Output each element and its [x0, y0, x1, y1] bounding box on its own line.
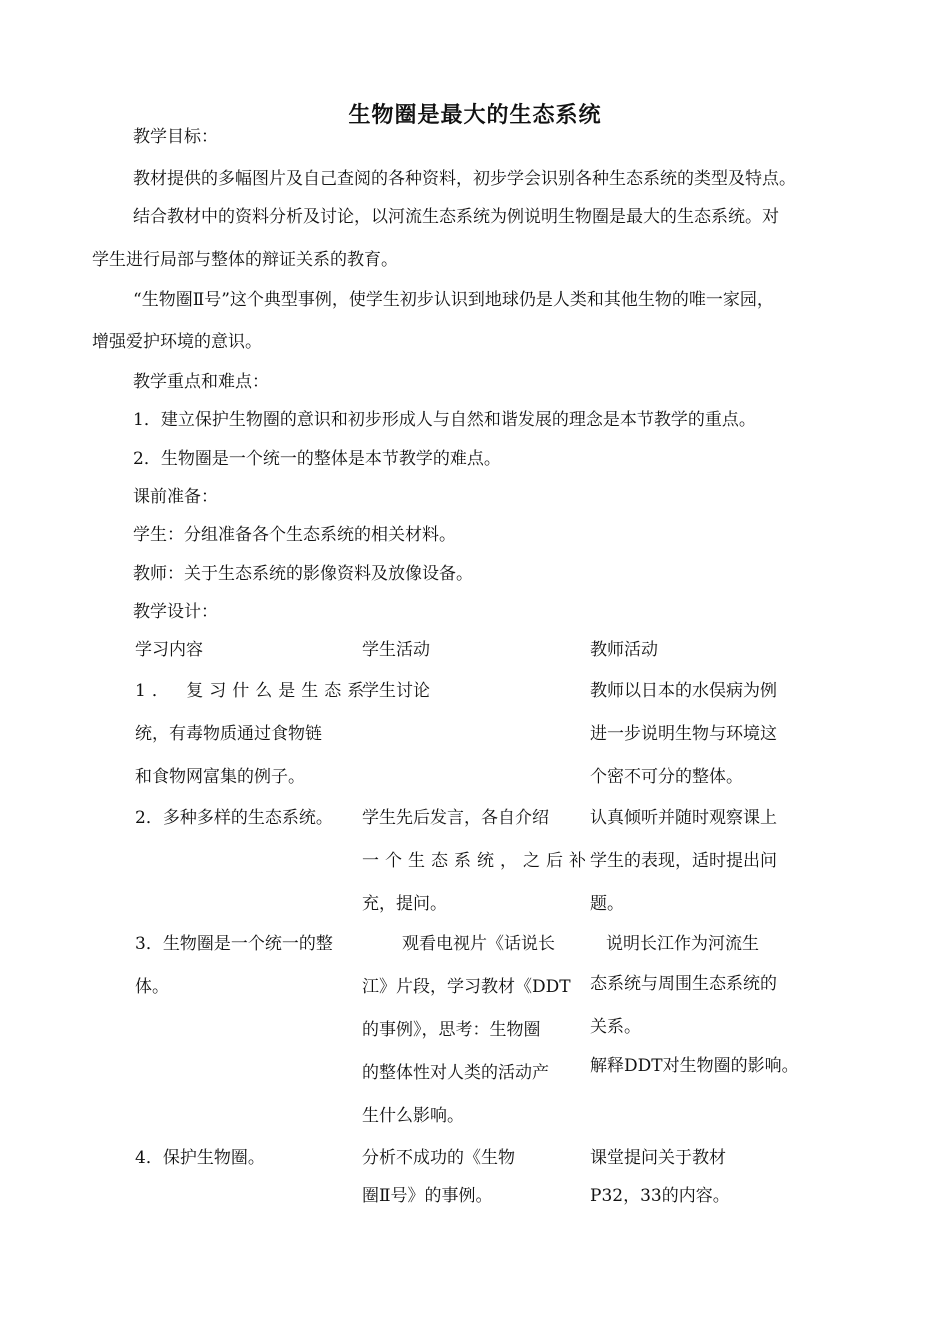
row1-content-line-3: 和食物网富集的例子。 [135, 767, 305, 787]
row1-student-line-1: 学生讨论 [362, 681, 430, 701]
row2-teacher-line-1: 认真倾听并随时观察课上 [590, 808, 777, 828]
row3-teacher-line-3: 关系。 [590, 1017, 641, 1037]
row1-content-line-1: 1． 复习什么是生态系 [135, 681, 371, 701]
key-point-2: 2．生物圈是一个统一的整体是本节教学的难点。 [133, 449, 501, 469]
key-points-heading: 教学重点和难点： [133, 372, 269, 392]
row4-teacher-line-2: P32，33的内容。 [590, 1186, 730, 1206]
row4-student-line-2: 圈Ⅱ号》的事例。 [362, 1186, 493, 1206]
table-header-teacher: 教师活动 [590, 640, 658, 660]
row1-teacher-line-2: 进一步说明生物与环境这 [590, 724, 777, 744]
row3-student-line-3: 的事例》，思考：生物圈 [362, 1020, 541, 1040]
row3-student-line-4: 的整体性对人类的活动产 [362, 1063, 549, 1083]
row1-teacher-line-1: 教师以日本的水俣病为例 [590, 681, 777, 701]
preparation-heading: 课前准备： [133, 487, 218, 507]
row3-student-line-2: 江》片段，学习教材《DDT [362, 977, 571, 997]
objective-3-line-2: 增强爱护环境的意识。 [92, 332, 262, 352]
key-point-1: 1．建立保护生物圈的意识和初步形成人与自然和谐发展的理念是本节教学的重点。 [133, 410, 756, 430]
objectives-heading: 教学目标： [133, 127, 218, 147]
row3-teacher-line-1: 说明长江作为河流生 [606, 934, 759, 954]
row3-student-line-5: 生什么影响。 [362, 1106, 464, 1126]
row1-content-line-2: 统，有毒物质通过食物链 [135, 724, 322, 744]
row2-student-line-3: 充，提问。 [362, 894, 447, 914]
preparation-student: 学生：分组准备各个生态系统的相关材料。 [133, 525, 456, 545]
row2-student-line-2: 一个生态系统，之后补 [362, 851, 592, 871]
objective-2-line-2: 学生进行局部与整体的辩证关系的教育。 [92, 250, 398, 270]
preparation-teacher: 教师：关于生态系统的影像资料及放像设备。 [133, 564, 473, 584]
document-title: 生物圈是最大的生态系统 [348, 103, 602, 128]
row4-teacher-line-1: 课堂提问关于教材 [590, 1148, 726, 1168]
row3-student-line-1: 观看电视片《话说长 [402, 934, 555, 954]
row3-content-line-1: 3．生物圈是一个统一的整 [135, 934, 333, 954]
table-header-content: 学习内容 [135, 640, 203, 660]
row2-teacher-line-2: 学生的表现，适时提出问 [590, 851, 777, 871]
design-heading: 教学设计： [133, 602, 218, 622]
row4-student-line-1: 分析不成功的《生物 [362, 1148, 515, 1168]
row4-content-line-1: 4．保护生物圈。 [135, 1148, 265, 1168]
objective-2-line-1: 结合教材中的资料分析及讨论，以河流生态系统为例说明生物圈是最大的生态系统。对 [133, 207, 779, 227]
row2-content-line-1: 2．多种多样的生态系统。 [135, 808, 333, 828]
row2-student-line-1: 学生先后发言，各自介绍 [362, 808, 549, 828]
row2-teacher-line-3: 题。 [590, 894, 624, 914]
row3-teacher-line-4: 解释DDT对生物圈的影响。 [590, 1056, 799, 1076]
row3-content-line-2: 体。 [135, 977, 169, 997]
row3-teacher-line-2: 态系统与周围生态系统的 [590, 974, 777, 994]
table-header-student: 学生活动 [362, 640, 430, 660]
objective-3-line-1: “生物圈Ⅱ号”这个典型事例，使学生初步认识到地球仍是人类和其他生物的唯一家园， [133, 290, 774, 310]
objective-1: 教材提供的多幅图片及自己查阅的各种资料，初步学会识别各种生态系统的类型及特点。 [133, 169, 796, 189]
row1-teacher-line-3: 个密不可分的整体。 [590, 767, 743, 787]
